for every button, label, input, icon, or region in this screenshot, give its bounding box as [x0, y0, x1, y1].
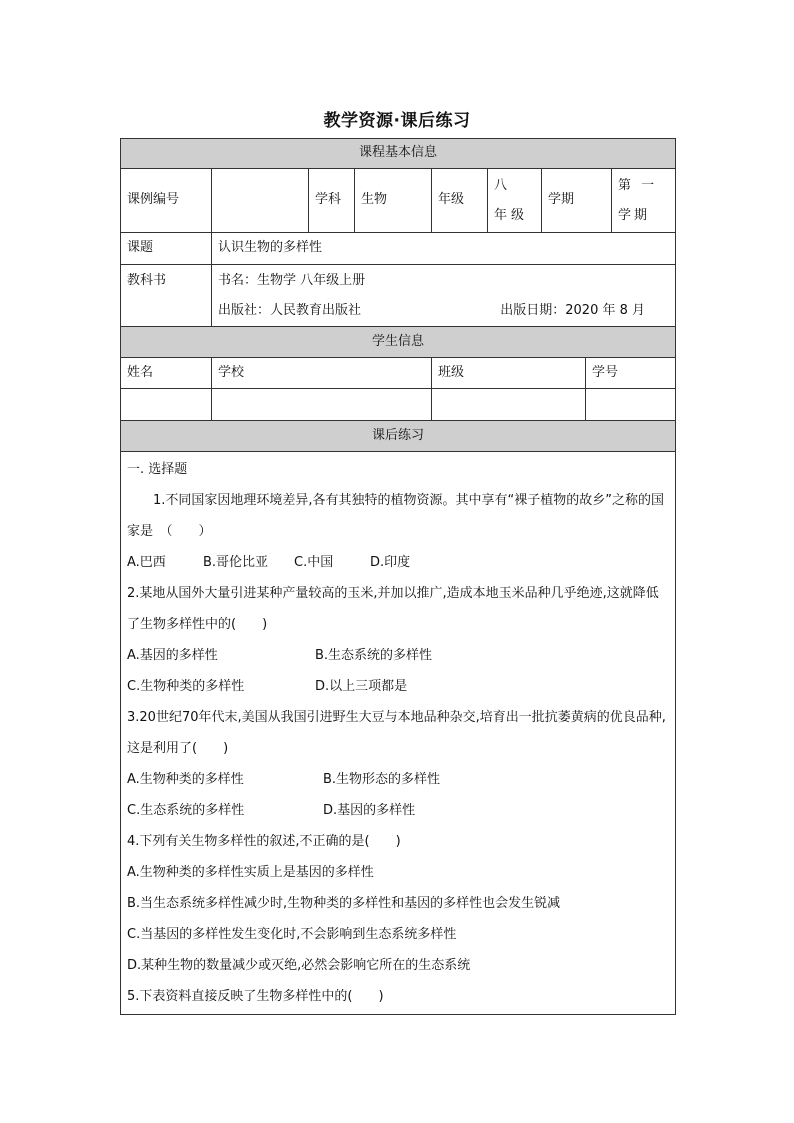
lesson-form-table: [120, 138, 676, 1015]
q1-option-b: B.哥伦比亚: [203, 555, 269, 570]
subject-label: 学科: [309, 169, 355, 233]
name-field[interactable]: [121, 389, 212, 421]
term-value: 第 一 学期: [612, 169, 676, 233]
class-field[interactable]: [432, 389, 586, 421]
q2-option-b: B.生态系统的多样性: [315, 648, 433, 663]
question-5: 5.下表资料直接反映了生物多样性中的( ): [127, 989, 384, 1004]
q3-option-a: A.生物种类的多样性: [127, 772, 244, 787]
topic-label: 课题: [121, 233, 212, 265]
course-info-header: 课程基本信息: [121, 139, 676, 169]
textbook-info: [212, 265, 676, 327]
page-title: 教学资源·课后练习: [323, 111, 471, 131]
term-label: 学期: [542, 169, 612, 233]
student-id-label: 学号: [586, 358, 676, 389]
question-3: 3.20世纪70年代末,美国从我国引进野生大豆与本地品种杂交,培育出一批抗萎黄病的优良品种,这是利用了( ): [127, 710, 666, 756]
textbook-label: 教科书: [121, 265, 212, 327]
exercises-header: 课后练习: [121, 421, 676, 452]
q3-option-b: B.生物形态的多样性: [323, 772, 441, 787]
question-1-options: [127, 547, 669, 578]
grade-label: 年级: [432, 169, 488, 233]
q1-option-d: D.印度: [370, 555, 411, 570]
question-1: 1.不同国家因地理环境差异,各有其独特的植物资源。其中享有“裸子植物的故乡”之称的国家是 （ ）: [127, 493, 665, 539]
school-field[interactable]: [212, 389, 432, 421]
publisher: 出版社：人民教育出版社: [218, 302, 362, 318]
question-2: 2.某地从国外大量引进某种产量较高的玉米,并加以推广,造成本地玉米品种几乎绝迹,这就降低了生物多样性中的( ): [127, 586, 659, 632]
section-title: 一. 选择题: [127, 462, 188, 477]
q3-option-c: C.生态系统的多样性: [127, 803, 245, 818]
name-label: 姓名: [121, 358, 212, 389]
q2-option-c: C.生物种类的多样性: [127, 679, 245, 694]
school-label: 学校: [212, 358, 432, 389]
question-3-options-row2: [127, 795, 669, 826]
student-info-header: 学生信息: [121, 327, 676, 358]
q1-option-c: C.中国: [294, 555, 334, 570]
class-label: 班级: [432, 358, 586, 389]
publish-date: 出版日期：2020 年 8 月: [500, 302, 646, 318]
exercises-body: [121, 452, 676, 1015]
question-4: 4.下列有关生物多样性的叙述,不正确的是( ): [127, 834, 401, 849]
case-no-label: 课例编号: [121, 169, 212, 233]
q2-option-a: A.基因的多样性: [127, 648, 218, 663]
q4-option-a: A.生物种类的多样性实质上是基因的多样性: [127, 865, 374, 880]
q4-option-b: B.当生态系统多样性减少时,生物种类的多样性和基因的多样性也会发生锐减: [127, 896, 561, 911]
q2-option-d: D.以上三项都是: [315, 679, 408, 694]
book-name: 书名：生物学 八年级上册: [218, 272, 366, 288]
student-id-field[interactable]: [586, 389, 676, 421]
question-2-options-row2: [127, 671, 669, 702]
q1-option-a: A.巴西: [127, 555, 166, 570]
question-2-options-row1: [127, 640, 669, 671]
q4-option-c: C.当基因的多样性发生变化时,不会影响到生态系统多样性: [127, 927, 457, 942]
q3-option-d: D.基因的多样性: [323, 803, 416, 818]
publisher-row: [218, 296, 669, 326]
q4-option-d: D.某种生物的数量减少或灭绝,必然会影响它所在的生态系统: [127, 958, 471, 973]
case-no-value: [212, 169, 309, 233]
grade-value: 八 年级: [488, 169, 542, 233]
topic-value: 认识生物的多样性: [212, 233, 676, 265]
question-3-options-row1: [127, 764, 669, 795]
subject-value: 生物: [355, 169, 432, 233]
